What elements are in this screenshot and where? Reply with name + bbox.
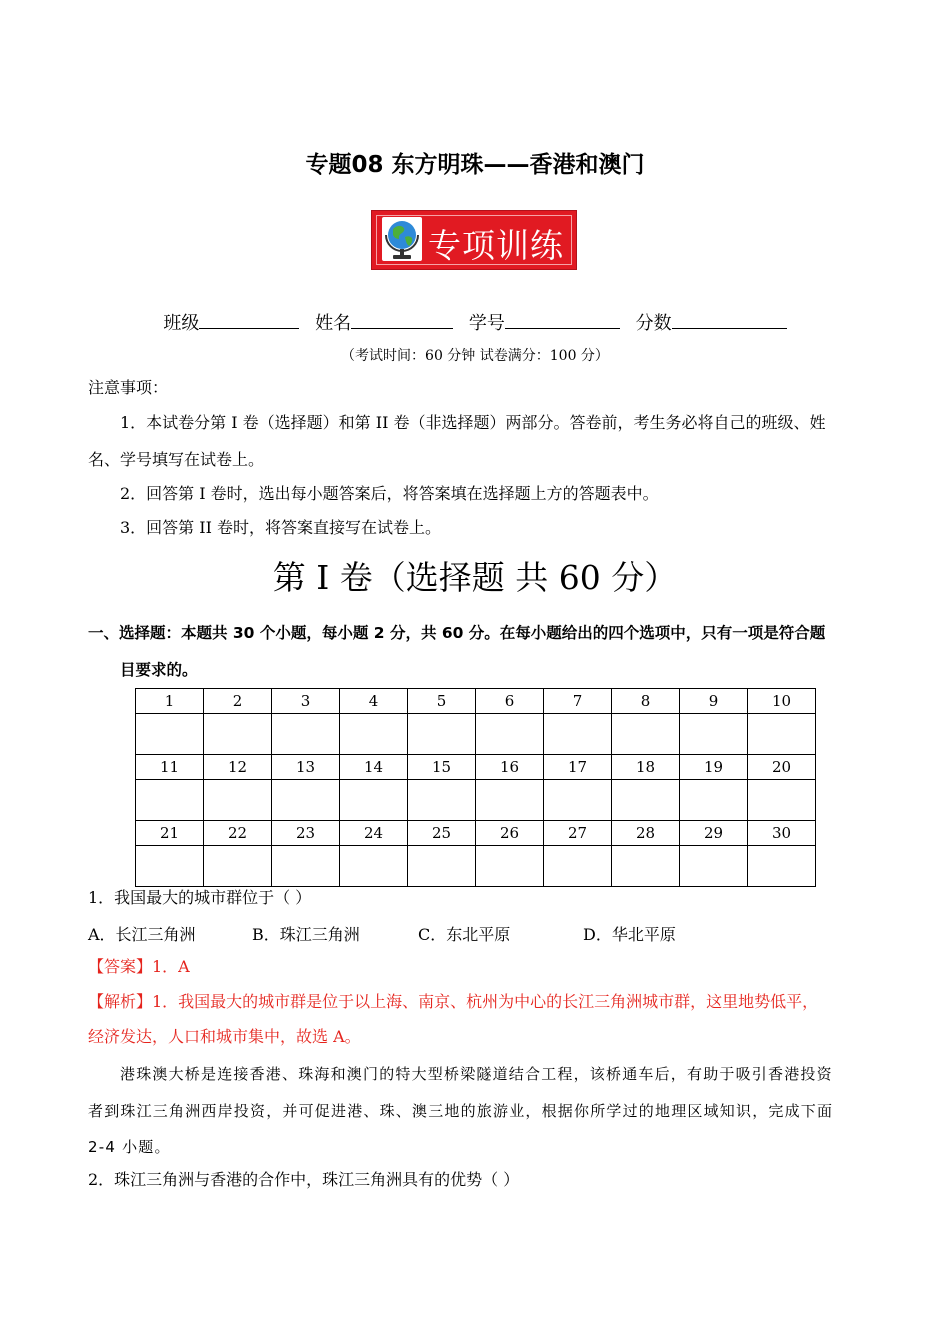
- answer-number: 22: [204, 821, 272, 846]
- answer-cell[interactable]: [204, 846, 272, 887]
- section-instructions: 一、选择题：本题共 30 个小题，每小题 2 分，共 60 分。在每小题给出的四个选项中，只有一项是符合题: [88, 624, 826, 642]
- answer-number: 17: [544, 755, 612, 780]
- answer-cell[interactable]: [612, 714, 680, 755]
- notice-item-1: 1．本试卷分第 I 卷（选择题）和第 II 卷（非选择题）两部分。答卷前，考生务必将自己的班级、姓: [120, 413, 826, 432]
- notice-item-2: 2．回答第 I 卷时，选出每小题答案后，将答案填在选择题上方的答题表中。: [120, 484, 659, 503]
- answer-grid: [135, 688, 816, 887]
- name-label: 姓名: [315, 313, 352, 334]
- answer-number: 28: [612, 821, 680, 846]
- question-1-option-b[interactable]: B．珠江三角洲: [252, 925, 360, 944]
- score-blank[interactable]: [672, 312, 787, 329]
- passage-line-3: 2-4 小题。: [88, 1138, 171, 1156]
- answer-cell[interactable]: [340, 780, 408, 821]
- answer-number: 20: [748, 755, 816, 780]
- answer-cell[interactable]: [680, 714, 748, 755]
- answer-cell[interactable]: [476, 714, 544, 755]
- answer-grid-blank-row: [136, 780, 816, 821]
- answer-cell[interactable]: [476, 846, 544, 887]
- question-1-analysis-cont: 经济发达，人口和城市集中，故选 A。: [88, 1027, 361, 1046]
- student-id-label: 学号: [468, 313, 505, 334]
- notice-item-1-cont: 名、学号填写在试卷上。: [88, 450, 265, 469]
- volume-title: 第 I 卷（选择题 共 60 分）: [272, 558, 678, 597]
- answer-cell[interactable]: [680, 846, 748, 887]
- question-1-option-a[interactable]: A．长江三角洲: [88, 925, 196, 944]
- passage-line-2: 者到珠江三角洲西岸投资，并可促进港、珠、澳三地的旅游业，根据你所学过的地理区域知识，完成下面: [88, 1102, 834, 1120]
- answer-cell[interactable]: [544, 714, 612, 755]
- answer-grid-blank-row: [136, 714, 816, 755]
- answer-cell[interactable]: [680, 780, 748, 821]
- exam-info: （考试时间：60 分钟 试卷满分：100 分）: [341, 348, 609, 364]
- section-instructions-cont: 目要求的。: [120, 661, 198, 679]
- question-1-option-c[interactable]: C．东北平原: [418, 925, 511, 944]
- answer-grid-number-row: [136, 689, 816, 714]
- answer-cell[interactable]: [272, 780, 340, 821]
- class-label: 班级: [163, 313, 200, 334]
- answer-number: 25: [408, 821, 476, 846]
- answer-cell[interactable]: [136, 846, 204, 887]
- answer-number: 18: [612, 755, 680, 780]
- answer-number: 15: [408, 755, 476, 780]
- answer-number: 6: [476, 689, 544, 714]
- answer-number: 1: [136, 689, 204, 714]
- special-training-banner: [371, 210, 577, 270]
- globe-icon: [380, 215, 424, 265]
- answer-cell[interactable]: [272, 846, 340, 887]
- answer-number: 9: [680, 689, 748, 714]
- answer-cell[interactable]: [748, 714, 816, 755]
- page-title: 专题08 东方明珠——香港和澳门: [305, 152, 645, 178]
- answer-cell[interactable]: [408, 780, 476, 821]
- answer-cell[interactable]: [612, 780, 680, 821]
- answer-number: 12: [204, 755, 272, 780]
- banner-label: 专项训练: [428, 226, 564, 265]
- answer-number: 29: [680, 821, 748, 846]
- answer-cell[interactable]: [340, 846, 408, 887]
- name-blank[interactable]: [351, 312, 453, 329]
- answer-cell[interactable]: [340, 714, 408, 755]
- answer-number: 24: [340, 821, 408, 846]
- answer-cell[interactable]: [136, 780, 204, 821]
- answer-number: 21: [136, 821, 204, 846]
- class-blank[interactable]: [199, 312, 299, 329]
- score-label: 分数: [635, 313, 672, 334]
- answer-number: 14: [340, 755, 408, 780]
- answer-cell[interactable]: [476, 780, 544, 821]
- question-1-stem: 1．我国最大的城市群位于（ ）: [88, 888, 312, 907]
- answer-number: 13: [272, 755, 340, 780]
- answer-cell[interactable]: [272, 714, 340, 755]
- notice-item-3: 3．回答第 II 卷时，将答案直接写在试卷上。: [120, 518, 441, 537]
- answer-cell[interactable]: [204, 780, 272, 821]
- answer-grid-blank-row: [136, 846, 816, 887]
- answer-cell[interactable]: [408, 714, 476, 755]
- answer-number: 5: [408, 689, 476, 714]
- answer-cell[interactable]: [408, 846, 476, 887]
- answer-number: 3: [272, 689, 340, 714]
- student-id-blank[interactable]: [505, 312, 620, 329]
- answer-number: 19: [680, 755, 748, 780]
- answer-number: 4: [340, 689, 408, 714]
- answer-number: 23: [272, 821, 340, 846]
- answer-cell[interactable]: [748, 846, 816, 887]
- question-2-stem: 2．珠江三角洲与香港的合作中，珠江三角洲具有的优势（ ）: [88, 1170, 520, 1189]
- answer-cell[interactable]: [544, 846, 612, 887]
- answer-number: 2: [204, 689, 272, 714]
- answer-grid-number-row: [136, 755, 816, 780]
- answer-number: 27: [544, 821, 612, 846]
- question-1-answer: 【答案】1．A: [88, 957, 190, 976]
- answer-cell[interactable]: [612, 846, 680, 887]
- answer-cell[interactable]: [748, 780, 816, 821]
- answer-number: 30: [748, 821, 816, 846]
- student-info-line: [0, 309, 950, 335]
- answer-number: 10: [748, 689, 816, 714]
- answer-grid-number-row: [136, 821, 816, 846]
- answer-number: 16: [476, 755, 544, 780]
- answer-cell[interactable]: [136, 714, 204, 755]
- answer-number: 8: [612, 689, 680, 714]
- answer-cell[interactable]: [204, 714, 272, 755]
- passage-line-1: 港珠澳大桥是连接香港、珠海和澳门的特大型桥梁隧道结合工程，该桥通车后，有助于吸引香港投资: [120, 1065, 833, 1083]
- answer-number: 7: [544, 689, 612, 714]
- question-1-option-d[interactable]: D．华北平原: [583, 925, 676, 944]
- answer-number: 26: [476, 821, 544, 846]
- notice-heading: 注意事项：: [88, 378, 169, 397]
- answer-cell[interactable]: [544, 780, 612, 821]
- question-1-analysis: 【解析】1．我国最大的城市群是位于以上海、南京、杭州为中心的长江三角洲城市群，这里地势低平，: [88, 992, 819, 1011]
- answer-number: 11: [136, 755, 204, 780]
